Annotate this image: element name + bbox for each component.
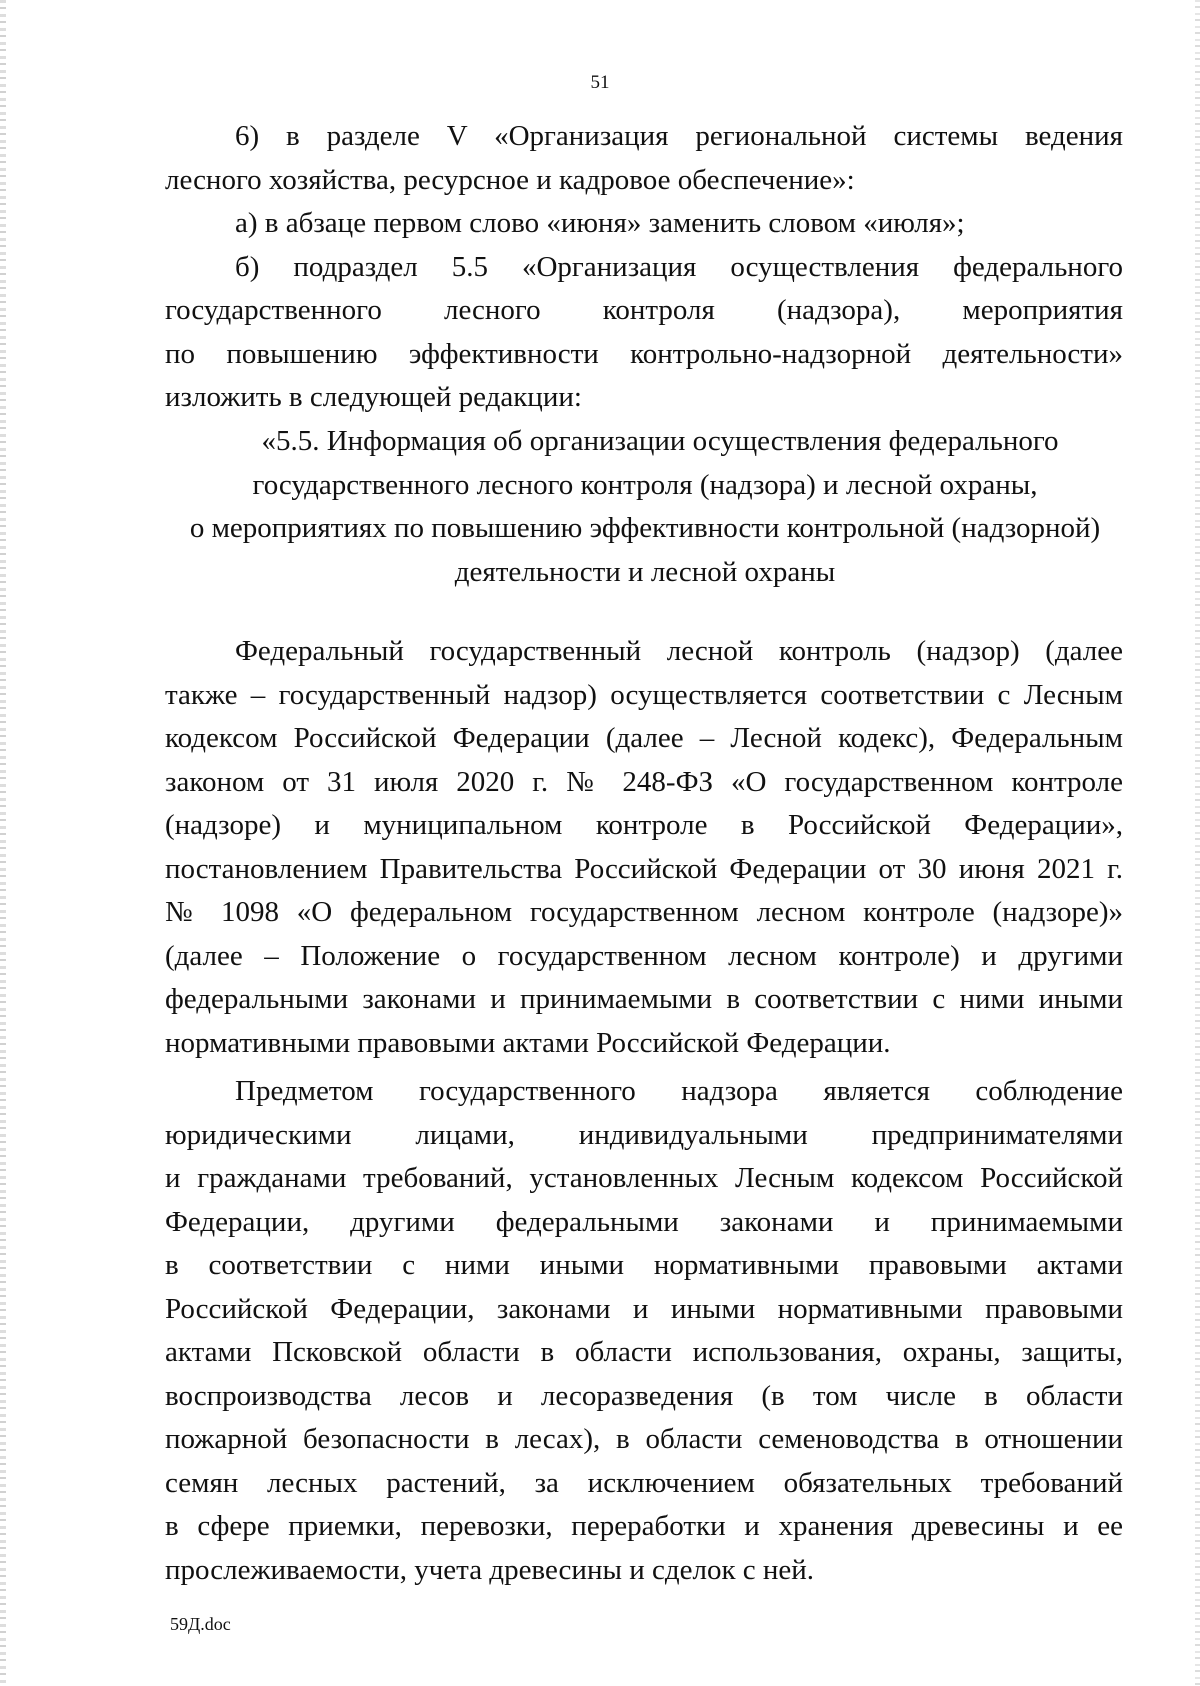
paragraph-line: законом от 31 июля 2020 г. № 248-ФЗ «О государственном контроле	[165, 765, 1123, 798]
paragraph-line: актами Псковской области в области использования, охраны, защиты,	[165, 1336, 1123, 1368]
paragraph-legal-basis	[165, 630, 1123, 1065]
paragraph-line: № 1098 «О федеральном государственном лесном контроле (надзоре)»	[165, 896, 1123, 928]
paragraph-line: постановлением Правительства Российской Федерации от 30 июня 2021 г.	[165, 852, 1123, 885]
intro-line: лесного хозяйства, ресурсное и кадровое обеспечение»:	[165, 163, 855, 196]
heading-line: о мероприятиях по повышению эффективности контрольной (надзорной)	[189, 512, 1101, 544]
paragraph-line: Российской Федерации, законами и иными нормативными правовыми	[165, 1292, 1123, 1325]
page-number: 51	[590, 72, 610, 93]
paragraph-line: нормативными правовыми актами Российской Федерации.	[165, 1026, 891, 1059]
intro-line: изложить в следующей редакции:	[165, 381, 582, 413]
intro-line: а) в абзаце первом слово «июня» заменить словом «июля»;	[235, 207, 965, 239]
paragraph-line: семян лесных растений, за исключением обязательных требований	[165, 1466, 1123, 1499]
scan-edge-right	[1195, 0, 1200, 1686]
intro-line: 6) в разделе V «Организация региональной системы ведения	[235, 120, 1123, 152]
heading-line: деятельности и лесной охраны	[454, 555, 836, 588]
paragraph-line: (надзоре) и муниципальном контроле в Российской Федерации»,	[165, 809, 1123, 841]
section-intro	[165, 115, 1123, 420]
heading-line: «5.5. Информация об организации осуществления федерального	[261, 425, 1059, 457]
paragraph-line: Федеральный государственный лесной контроль (надзор) (далее	[235, 635, 1123, 667]
heading-line: государственного лесного контроля (надзора) и лесной охраны,	[252, 468, 1038, 501]
paragraph-line: кодексом Российской Федерации (далее – Лесной кодекс), Федеральным	[165, 722, 1123, 754]
paragraph-line: в сфере приемки, перевозки, переработки и хранения древесины и ее	[165, 1510, 1123, 1542]
paragraph-line: также – государственный надзор) осуществляется соответствии с Лесным	[165, 678, 1123, 711]
paragraph-line: федеральными законами и принимаемыми в соответствии с ними иными	[165, 983, 1123, 1015]
paragraph-line: Предметом государственного надзора является соблюдение	[235, 1075, 1123, 1107]
intro-line: по повышению эффективности контрольно-надзорной деятельности»	[165, 337, 1123, 370]
scan-edge-left	[0, 0, 6, 1686]
section-heading	[150, 420, 1140, 594]
paragraph-line: (далее – Положение о государственном лесном контроле) и другими	[165, 939, 1123, 972]
paragraph-line: юридическими лицами, индивидуальными предпринимателями	[165, 1118, 1123, 1151]
paragraph-line: Федерации, другими федеральными законами и принимаемыми	[165, 1205, 1123, 1238]
paragraph-line: прослеживаемости, учета древесины и сделок с ней.	[165, 1553, 815, 1586]
paragraph-subject	[165, 1070, 1123, 1592]
paragraph-line: в соответствии с ними иными нормативными правовыми актами	[165, 1249, 1123, 1281]
paragraph-line: пожарной безопасности в лесах), в области семеноводства в отношении	[165, 1423, 1123, 1455]
footer-filename: 59Д.doc	[170, 1614, 231, 1634]
paragraph-line: и гражданами требований, установленных Лесным кодексом Российской	[165, 1162, 1123, 1194]
paragraph-line: воспроизводства лесов и лесоразведения (в том числе в области	[165, 1379, 1123, 1412]
intro-line: б) подраздел 5.5 «Организация осуществления федерального	[235, 250, 1123, 283]
intro-line: государственного лесного контроля (надзора), мероприятия	[165, 294, 1123, 326]
